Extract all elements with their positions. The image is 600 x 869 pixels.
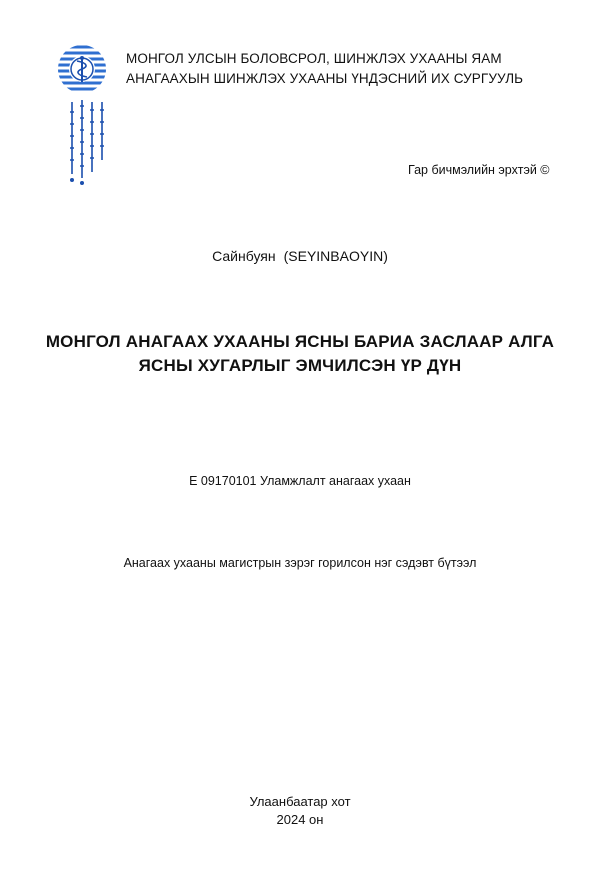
thesis-title-line-1: МОНГОЛ АНАГААХ УХААНЫ ЯСНЫ БАРИА ЗАСЛААР АЛГА — [45, 332, 555, 351]
specialty-code: E 09170101 Уламжлалт анагаах ухаан — [189, 474, 411, 488]
ministry-name: МОНГОЛ УЛСЫН БОЛОВСРОЛ, ШИНЖЛЭХ УХААНЫ ЯАМ — [126, 51, 502, 66]
degree-statement: Анагаах ухааны магистрын зэрэг горилсон нэг сэдэвт бүтээл — [123, 556, 477, 570]
thesis-title — [0, 330, 600, 378]
copyright-notice: Гар бичмэлийн эрхтэй © — [408, 163, 550, 177]
institution-header — [126, 49, 523, 89]
university-name: АНАГААХЫН ШИНЖЛЭХ УХААНЫ ҮНДЭСНИЙ ИХ СУРГУУЛЬ — [126, 71, 524, 86]
author-line — [0, 248, 600, 264]
thesis-title-line-2: ЯСНЫ ХУГАРЛЫГ ЭМЧИЛСЭН ҮР ДҮН — [138, 356, 462, 375]
city: Улаанбаатар хот — [249, 794, 351, 809]
year: 2024 он — [276, 812, 324, 827]
author-latin-name: (SEYINBAOYIN) — [283, 248, 388, 264]
university-emblem-icon — [52, 40, 112, 188]
author-name: Сайнбуян — [212, 248, 276, 264]
place-and-year — [0, 793, 600, 829]
